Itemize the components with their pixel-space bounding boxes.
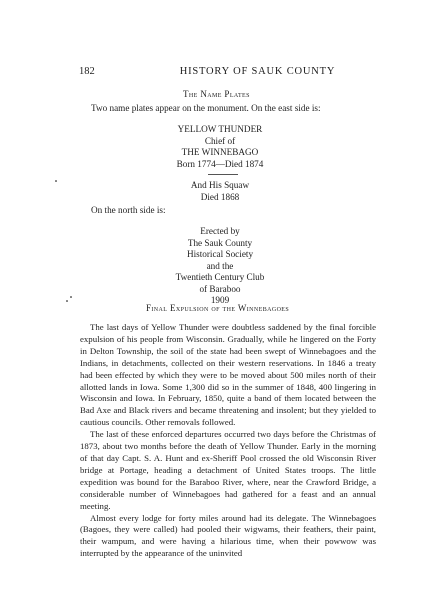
section-heading-expulsion: Final Expulsion of the Winnebagoes (146, 303, 290, 313)
inscription-line: and the (206, 260, 234, 271)
page-number: 182 (79, 66, 95, 77)
paragraph: Almost every lodge for forty miles around had its delegate. The Winnebagoes (Bagoes, they were called) had pooled their wigwams, their feathers, their paint, their wampum, and were having a hilarious time, when their powwow was interrupted by the appearance of the uninvited (80, 512, 376, 559)
east-plate-inscription-second (120, 180, 320, 203)
inscription-line: of Baraboo (199, 283, 241, 294)
north-plate-inscription (120, 226, 320, 307)
paper-speck (55, 180, 57, 182)
paragraph: The last days of Yellow Thunder were doubtless saddened by the final forcible expulsion of his people from Wisconsin. Gradually, while he lingered on the Forty in Delton Township, the soil of the state had been swept of Winnebagoes and the Indians, in detachments, collected on their western reservations. In 1846 a treaty had been effected by which they were to be moved about 500 miles north of their allotted lands in Iowa. Some 1,300 did so in the summer of 1848, 400 lingering in Wisconsin and Iowa. In February, 1850, quite a band of them located between the Bad Axe and Black rivers and became threatening and insolent; but they yielded to cautious councils. Other removals followed. (80, 322, 376, 428)
section-heading-name-plates: The Name Plates (183, 89, 250, 99)
inscription-line: And His Squaw (190, 180, 250, 190)
inscription-line: YELLOW THUNDER (177, 124, 263, 134)
inscription-line: Twentieth Century Club (175, 272, 265, 282)
inscription-line: The Sauk County (187, 237, 253, 248)
inscription-line: THE WINNEBAGO (181, 147, 259, 157)
inscription-line: 1909 (210, 295, 230, 305)
separator-rule (208, 174, 238, 175)
inscription-line: Born 1774—Died 1874 (176, 158, 264, 169)
running-head: HISTORY OF SAUK COUNTY (179, 66, 336, 77)
paper-speck (66, 300, 68, 302)
expulsion-body (80, 322, 376, 560)
paper-speck (70, 296, 72, 298)
page-header (79, 66, 376, 80)
north-side-intro: On the north side is: (91, 205, 166, 215)
inscription-line: Historical Society (186, 249, 254, 259)
inscription-line: Died 1868 (200, 191, 240, 202)
inscription-line: Erected by (200, 226, 240, 236)
east-plate-inscription (120, 124, 320, 170)
paragraph: The last of these enforced departures occurred two days before the Christmas of 1873, about two months before the death of Yellow Thunder. Early in the morning of that day Capt. S. A. Hunt and ex-Sheriff Pool crossed the old Wisconsin River bridge at Portage, heading a detachment of United States troops. The little expedition was bound for the Baraboo River, where, near the Crawford Bridge, a considerable number of Winnebagoes had gathered for a feast and an annual meeting. (80, 429, 376, 511)
name-plates-intro: Two name plates appear on the monument. On the east side is: (91, 103, 321, 113)
inscription-line: Chief of (204, 135, 236, 146)
